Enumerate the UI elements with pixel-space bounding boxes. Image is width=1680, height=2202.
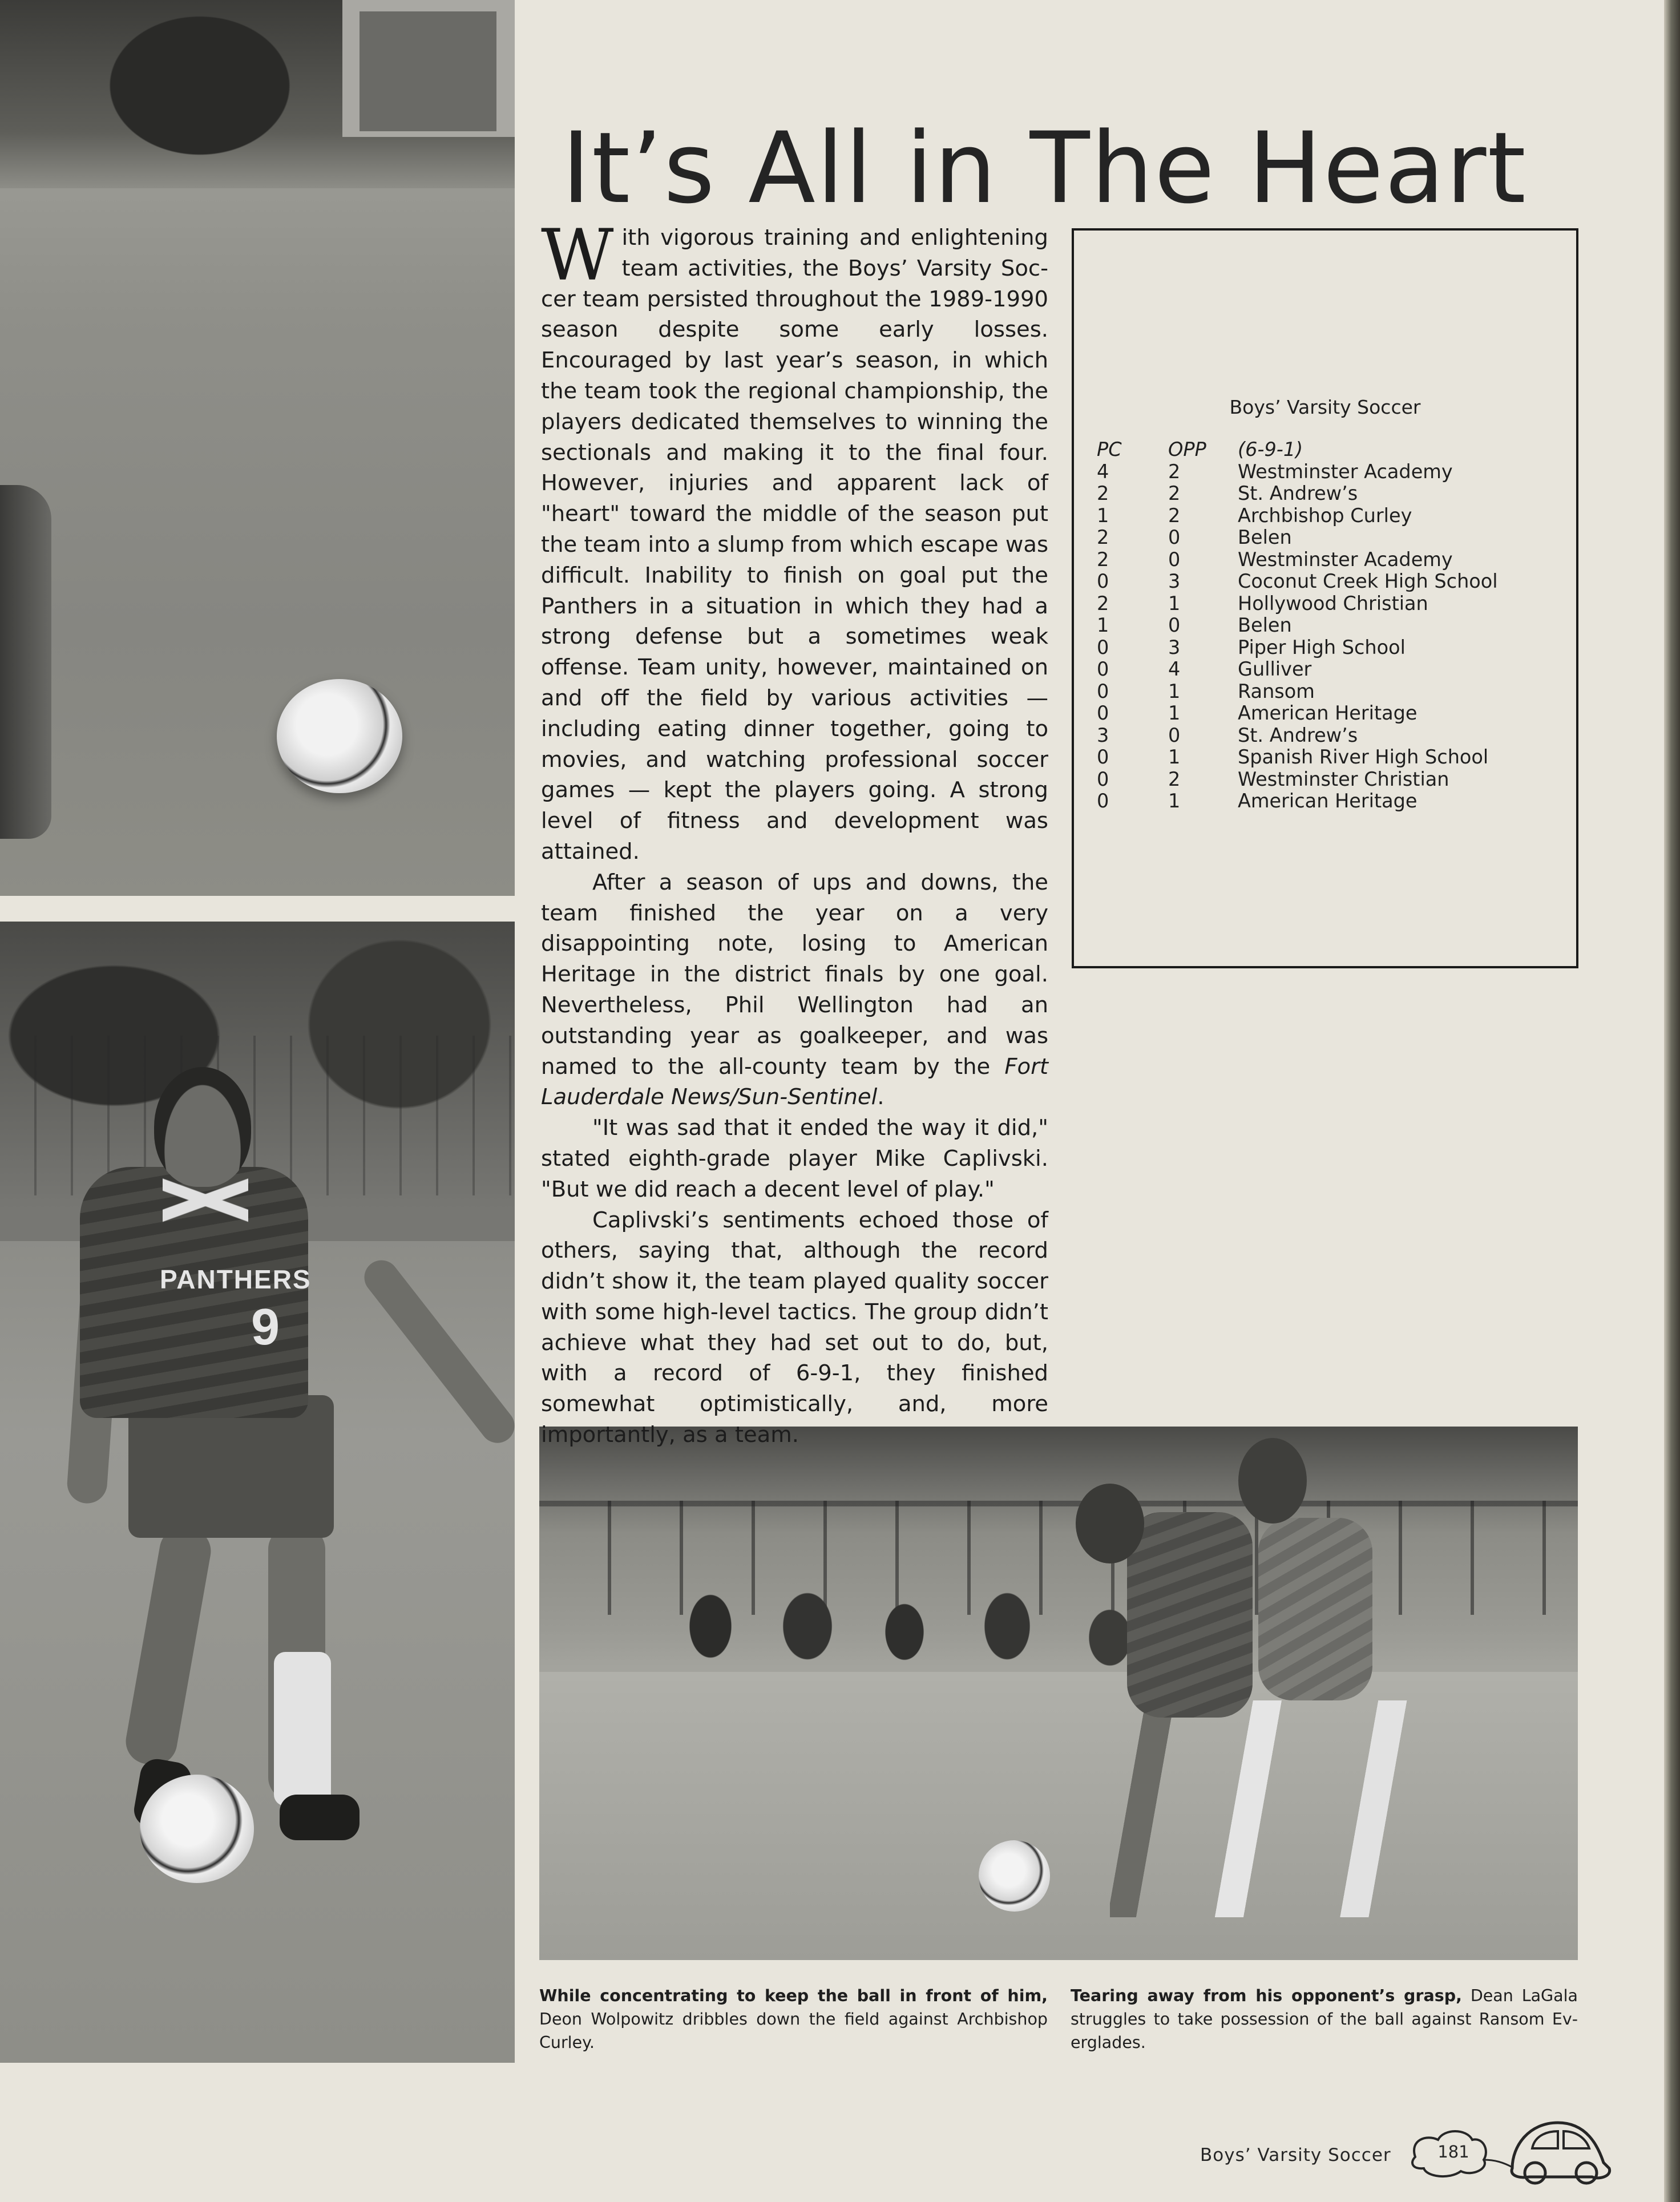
player-head	[154, 1067, 251, 1187]
results-title: Boys’ Varsity Soccer	[1229, 396, 1421, 418]
opponent-name: Belen	[1238, 526, 1292, 548]
caption-left-lead: While concentrating to keep the ball in front of him,	[539, 1986, 1048, 2005]
results-header-row	[1097, 439, 1498, 461]
results-row	[1097, 527, 1498, 549]
season-results-box	[1072, 228, 1578, 968]
jersey-number: 9	[251, 1299, 280, 1356]
opponent-name: Hollywood Christian	[1238, 592, 1428, 615]
results-row	[1097, 725, 1498, 747]
soccer-ball	[140, 1775, 254, 1883]
results-table	[1097, 439, 1498, 813]
opponent-name: Westminster Academy	[1238, 460, 1453, 483]
results-row	[1097, 637, 1498, 659]
soccer-ball	[979, 1840, 1050, 1912]
score-opp: 4	[1168, 658, 1181, 680]
opponent-name: Gulliver	[1238, 658, 1312, 680]
drop-cap: W	[541, 215, 614, 297]
score-opp: 0	[1168, 614, 1181, 636]
article-paragraph-1	[541, 215, 1048, 867]
background-building	[342, 0, 515, 137]
caption-left-text: Deon Wolpowitz dribbles down the field against Archbishop Curley.	[539, 2010, 1048, 2052]
page-headline: It’s All in The Heart	[562, 111, 1527, 225]
results-row	[1097, 702, 1498, 725]
page-number: 181	[1437, 2142, 1469, 2161]
opponent-name: Spanish River High School	[1238, 746, 1489, 768]
score-opp: 1	[1168, 680, 1181, 702]
opponent-name: American Heritage	[1238, 702, 1418, 724]
photo-players-contesting-ball	[539, 1427, 1578, 1960]
paragraph-2-text: After a season of ups and downs, the team finished the year on a very disappointing note, losing to American Heritage in the district finals by one goal. Nevertheless, Phil Wellington had an outstanding year as goalkeeper, and was named to the all-county team by the	[541, 869, 1048, 1080]
player-left-head	[1076, 1484, 1144, 1563]
score-opp: 1	[1168, 702, 1181, 724]
opponent-name: Archbishop Curley	[1238, 504, 1412, 527]
score-pc: 0	[1097, 767, 1109, 790]
soccer-ball	[277, 679, 402, 793]
score-pc: 0	[1097, 680, 1109, 702]
score-pc: 2	[1097, 548, 1109, 571]
player-right-arm	[357, 1254, 515, 1450]
score-pc: 2	[1097, 592, 1109, 615]
results-row	[1097, 593, 1498, 615]
jersey-name: PANTHERS	[160, 1264, 312, 1294]
results-body	[1097, 461, 1498, 813]
newspaper-name: Fort Lauderdale News/Sun-Sentinel	[541, 1053, 1048, 1110]
score-opp: 2	[1168, 504, 1181, 527]
score-pc: 1	[1097, 504, 1109, 527]
score-opp: 1	[1168, 592, 1181, 615]
player-right-body	[1258, 1518, 1372, 1700]
players-legs	[1110, 1700, 1429, 1917]
score-pc: 2	[1097, 482, 1109, 504]
opponent-name: Piper High School	[1238, 636, 1406, 658]
score-opp: 1	[1168, 746, 1181, 768]
page-edge	[1664, 0, 1680, 2202]
opponent-name: American Heritage	[1238, 790, 1418, 812]
opponent-name: St. Andrew’s	[1238, 482, 1358, 504]
opponent-name: Westminster Academy	[1238, 548, 1453, 571]
score-pc: 0	[1097, 570, 1109, 592]
results-row	[1097, 549, 1498, 571]
results-row	[1097, 505, 1498, 527]
results-row	[1097, 658, 1498, 681]
player-right-shoe	[280, 1795, 360, 1840]
header-pc: PC	[1097, 438, 1122, 460]
score-pc: 0	[1097, 790, 1109, 812]
opponent-name: Westminster Christian	[1238, 767, 1449, 790]
caption-right-text: Dean LaGala struggles to take possession of the ball against Ransom Everglades.	[1071, 1986, 1578, 2052]
player-left-body	[1127, 1512, 1253, 1718]
player-sock	[274, 1652, 331, 1806]
article-paragraph-3: "It was sad that it ended the way it did," stated eighth-grade player Mike Caplivski. "But we did reach a decent level of play."	[541, 1115, 1048, 1202]
opponent-name: Ransom	[1238, 680, 1315, 702]
score-pc: 0	[1097, 636, 1109, 658]
article-paragraph-4: Caplivski’s sentiments echoed those of others, saying that, although the record didn’t show it, the team played quality soccer with some high-level tactics. The group didn’t achieve what they had set out to do, but, with a record of 6-9-1, they finished somewhat optimistically, and, more importantly, as a team.	[541, 1207, 1048, 1448]
score-opp: 2	[1168, 767, 1181, 790]
results-row	[1097, 461, 1498, 483]
header-record: (6-9-1)	[1238, 438, 1303, 460]
photo-player-dribbling	[0, 922, 515, 2063]
score-opp: 3	[1168, 636, 1181, 658]
photo-soccer-ball-on-field	[0, 0, 515, 896]
score-opp: 3	[1168, 570, 1181, 592]
opponent-name: Coconut Creek High School	[1238, 570, 1498, 592]
footer-section-title: Boys’ Varsity Soccer	[1200, 2145, 1391, 2165]
results-row	[1097, 769, 1498, 791]
score-opp: 0	[1168, 724, 1181, 746]
score-pc: 0	[1097, 746, 1109, 768]
caption-right	[1071, 1984, 1578, 2054]
score-opp: 2	[1168, 460, 1181, 483]
score-pc: 0	[1097, 702, 1109, 724]
player-right-head	[1238, 1438, 1307, 1524]
player-left-leg	[122, 1524, 215, 1768]
results-row	[1097, 790, 1498, 813]
article-body	[541, 215, 1048, 1451]
player-leg-partial	[0, 485, 51, 839]
results-row	[1097, 615, 1498, 637]
score-opp: 0	[1168, 526, 1181, 548]
opponent-name: St. Andrew’s	[1238, 724, 1358, 746]
caption-left	[539, 1984, 1048, 2054]
results-row	[1097, 483, 1498, 505]
score-pc: 2	[1097, 526, 1109, 548]
paragraph-1-text: ith vigorous training and enlightening team activities, the Boys’ Varsity Soccer team persisted throughout the 1989-1990 season despite some early losses. Encouraged by last year’s season, in which the team took the regional championship, the players dedicated themselves to winning the sectionals and making it to the final four. However, injuries and apparent lack of "heart" toward the middle of the season put the team into a slump from which escape was difficult. Inability to finish on goal put the Panthers in a situation in which they had a strong defense but a sometimes weak offense. Team unity, however, maintained on and off the field by various activities — including eating dinner together, going to movies, and watching professional soccer games — kept the players going. A strong level of fitness and development was attained.	[541, 225, 1048, 864]
opponent-name: Belen	[1238, 614, 1292, 636]
score-pc: 0	[1097, 658, 1109, 680]
results-row	[1097, 746, 1498, 769]
article-paragraph-2	[541, 867, 1048, 1113]
score-opp: 2	[1168, 482, 1181, 504]
results-row	[1097, 571, 1498, 593]
score-opp: 1	[1168, 790, 1181, 812]
score-opp: 0	[1168, 548, 1181, 571]
score-pc: 4	[1097, 460, 1109, 483]
header-opp: OPP	[1168, 438, 1206, 460]
results-row	[1097, 681, 1498, 703]
score-pc: 1	[1097, 614, 1109, 636]
score-pc: 3	[1097, 724, 1109, 746]
paragraph-2-end: .	[877, 1084, 885, 1110]
caption-right-lead: Tearing away from his opponent’s grasp,	[1071, 1986, 1462, 2005]
